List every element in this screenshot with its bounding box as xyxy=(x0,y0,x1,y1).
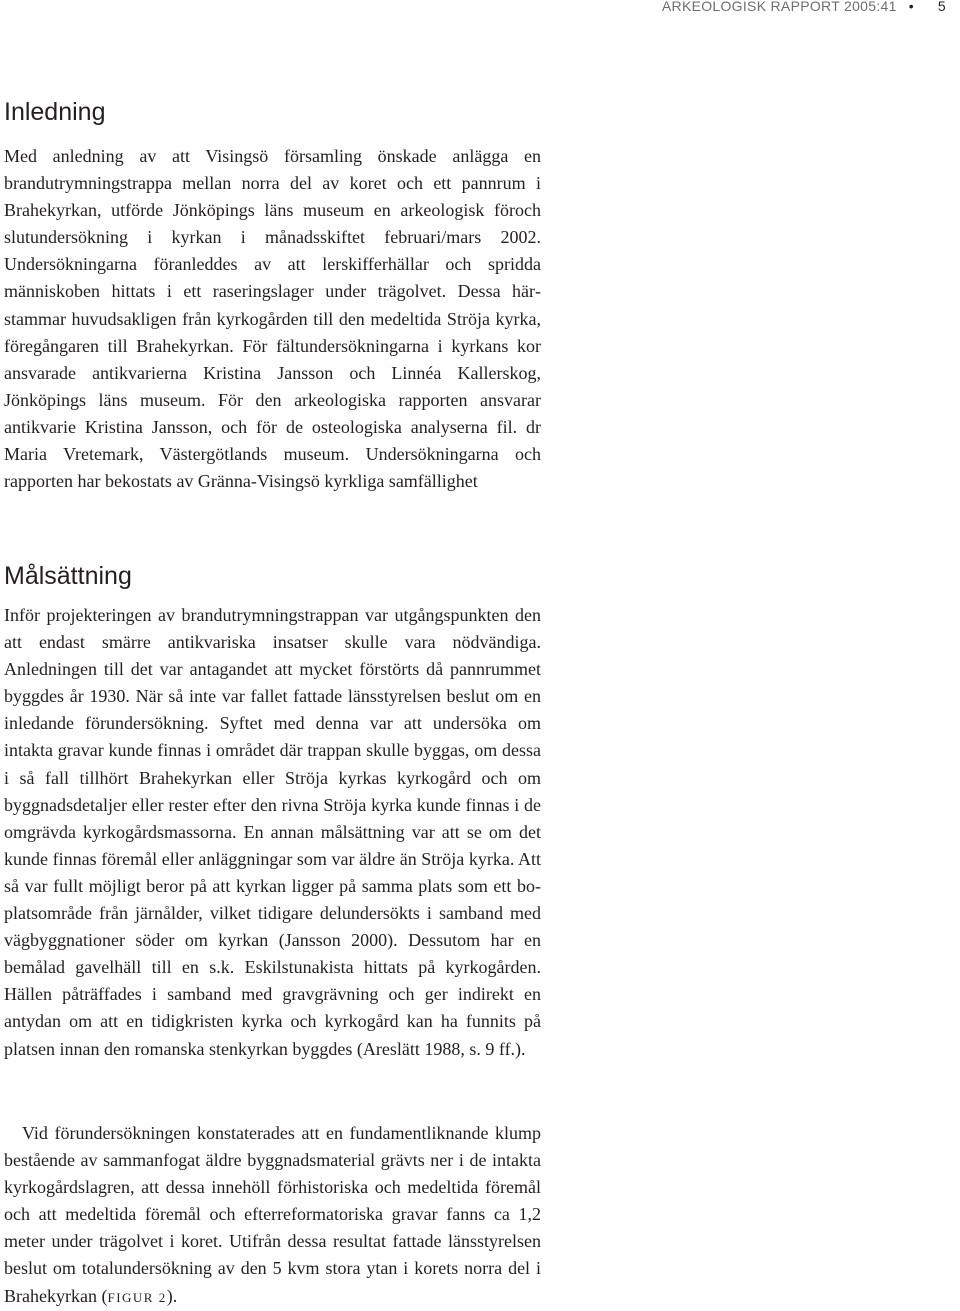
paragraph-malsattning-2 xyxy=(4,1120,541,1311)
paragraph-malsattning-1: Inför projekteringen av brandutrymningstrappan var utgångspunkten den att endast smärre antikvariska insatser skulle vara nödvändiga. Anledningen till det var antagandet att mycket förstörts då pannrummet byggdes år 1930. När så inte var fallet fattade länsstyrelsen beslut om en inledande förundersökning. Syftet med denna var att undersöka om intakta gravar kunde finnas i området där trappan skulle byggas, om dessa i så fall tillhört Brahekyrkan eller Ströja kyrkas kyrkogård och om byggnadsdetaljer eller rester efter den rivna Ströja kyrka kunde finnas i de omgrävda kyrkogårdsmassorna. En annan målsättning var att se om det kunde finnas föremål eller anläggningar som var äldre än Ströja kyrka. Att så var fullt möjligt beror på att kyrkan ligger på samma plats som ett boplatsområde från järnålder, vilket tidigare delundersökts i samband med vägbyggnationer söder om kyrkan (Jansson 2000). Dessutom har en bemålad gavelhäll till en s.k. Eskilstunakista hittats på kyrkogården. Hällen påträffades i samband med gravgrävning och ger indirekt en antydan om att en tidigkristen kyrka och kyrkogård kan ha funnits på platsen innan den romanska stenkyrkan byggdes (Areslätt 1988, s. 9 ff.). xyxy=(4,605,541,1059)
paragraph-malsattning-2-end: ). xyxy=(166,1285,178,1306)
heading-inledning: Inledning xyxy=(4,98,106,126)
figure-reference: FIGUR 2 xyxy=(107,1289,167,1305)
paragraph-malsattning-2-text: Vid förundersökningen konstaterades att en fundamentliknande klump bestående av sammanfogat äldre byggnadsmaterial grävts ner i de intakta kyrkogårdslagren, att dessa innehöll förhistoriska och medeltida föremål och att medeltida föremål och efterreformatoriska gravar fanns ca 1,2 meter under trägolvet i koret. Utifrån dessa resultat fattade länsstyrelsen beslut om totalundersökning av den 5 kvm stora ytan i korets norra del i Brahekyrkan ( xyxy=(4,1123,541,1306)
heading-malsattning: Målsättning xyxy=(4,562,132,590)
running-header xyxy=(662,0,946,12)
paragraph-inledning: Med anledning av att Visingsö församling önskade anlägga en brandutrymningstrappa mellan norra del av koret och ett pannrum i Brahekyrkan, utförde Jönköpings läns museum en arkeologisk föroch slutundersökning i kyrkan i månadsskiftet februari/mars 2002. Undersökningarna föranleddes av att lerskifferhällar och spridda människoben hittats i ett raseringslager under trägolvet. Dessa härstammar huvudsakligen från kyrkogården till den medeltida Ströja kyrka, föregångaren till Brahekyrkan. För fältundersökningarna i kyrkans kor ansvarade antikvarierna Kristina Jansson och Linnéa Kallerskog, Jönköpings läns museum. För den arkeologiska rapporten ansvarar antikvarie Kristina Jansson, och för de osteologiska analyserna fil. dr Maria Vretemark, Västergötlands museum. Undersökningarna och rapporten har bekostats av Gränna-Visingsö kyrkliga samfällighet xyxy=(4,146,541,492)
running-title: ARKEOLOGISK RAPPORT 2005:41 xyxy=(661,0,897,14)
page-number: 5 xyxy=(937,0,946,14)
separator-bullet: • xyxy=(908,0,914,14)
